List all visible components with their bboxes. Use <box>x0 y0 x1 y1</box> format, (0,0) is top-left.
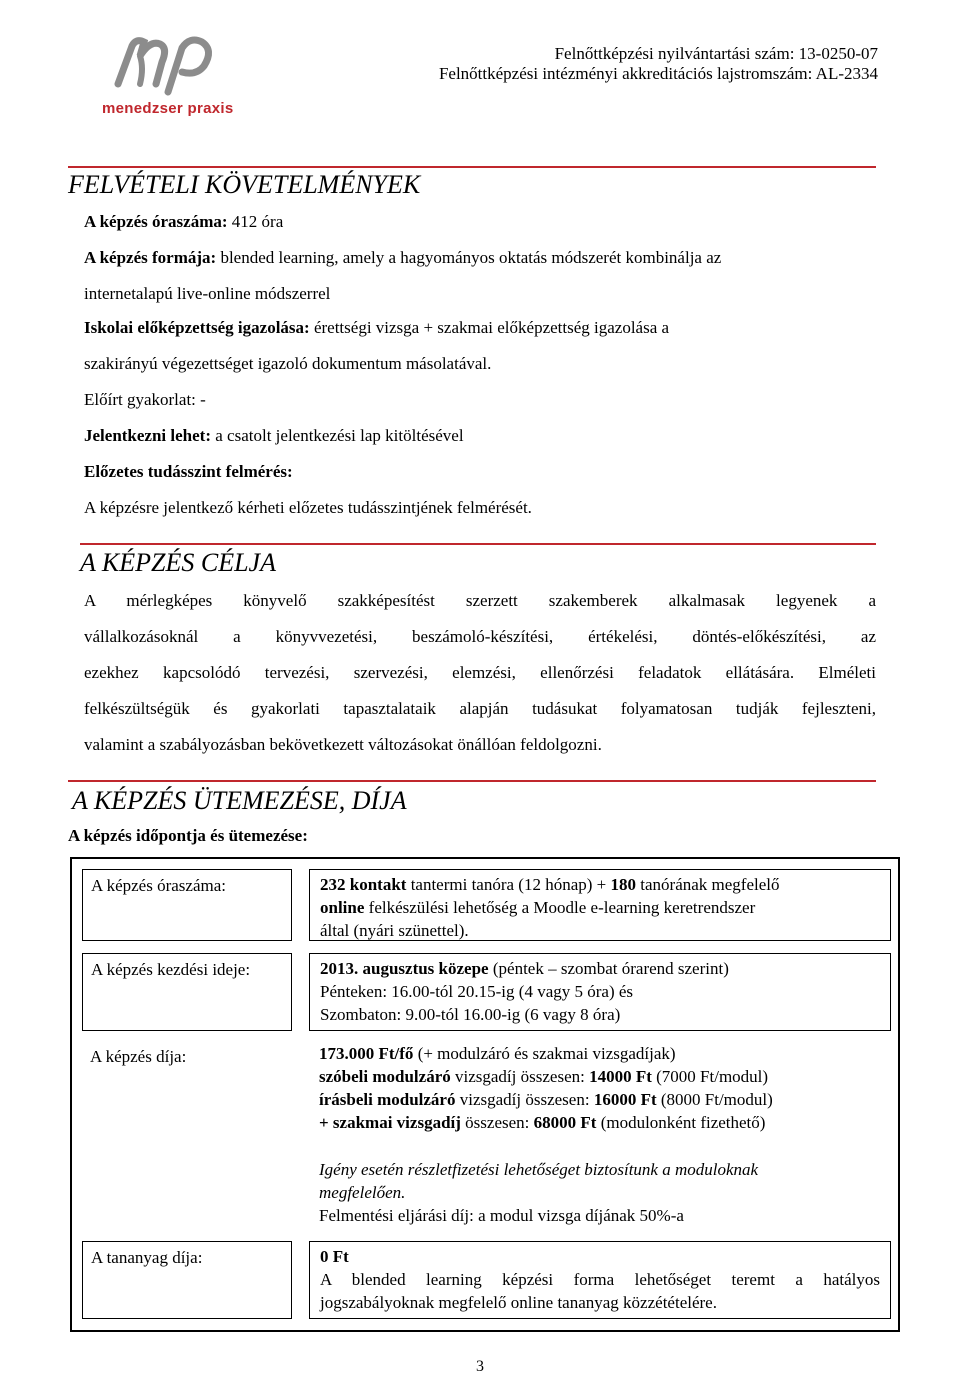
oraszam-value: 412 óra <box>227 212 284 231</box>
text: (péntek – szombat órarend szerint) <box>488 959 729 978</box>
text: A blended learning képzési forma lehetőséget teremt a hatályos <box>320 1270 880 1289</box>
value-dij <box>319 1042 891 1227</box>
material-fee: 0 Ft <box>320 1247 349 1266</box>
text: (7000 Ft/modul) <box>651 1067 769 1086</box>
section-title-felveteli: FELVÉTELI KÖVETELMÉNYEK <box>68 170 421 199</box>
text: tanórának megfelelő <box>636 875 780 894</box>
text: felkészülési lehetőség a Moodle e-learning keretrendszer <box>364 898 756 917</box>
text: tantermi tanóra (12 hónap) + <box>406 875 611 894</box>
label-kezdes: A képzés kezdési ideje: <box>82 953 292 1031</box>
celja-line-2: vállalkozásoknál a könyvvezetési, beszámoló-készítési, értékelési, döntés-előkészítési, az <box>84 627 876 646</box>
celja-line-1: A mérlegképes könyvelő szakképesítést szerzett szakemberek alkalmasak legyenek a <box>84 591 876 610</box>
forma-value: blended learning, amely a hagyományos oktatás módszerét kombinálja az <box>216 248 722 267</box>
iskolai-value: érettségi vizsga + szakmai előképzettség igazolása a <box>309 318 670 337</box>
iskolai-line <box>84 318 669 338</box>
value-tananyag <box>309 1241 891 1319</box>
elozetes-label: Előzetes tudásszint felmérés: <box>84 462 293 481</box>
text: 14000 Ft <box>589 1067 652 1086</box>
accreditation-number: Felnőttképzési intézményi akkreditációs lajstromszám: AL-2334 <box>438 64 878 83</box>
value-oraszam <box>309 869 891 941</box>
text: (8000 Ft/modul) <box>656 1090 773 1109</box>
celja-line-4: felkészültségük és gyakorlati tapasztalataik alapján tudásukat folyamatosan tudják fejleszteni, <box>84 699 876 718</box>
jelentkezni-value: a csatolt jelentkezési lap kitöltésével <box>211 426 464 445</box>
section-title-celja: A KÉPZÉS CÉLJA <box>80 548 276 577</box>
logo-text: menedzser praxis <box>102 100 234 117</box>
online-word: online <box>320 898 365 917</box>
forma-line <box>84 248 721 268</box>
oraszam-label: A képzés óraszáma: <box>84 212 228 231</box>
text: szóbeli modulzáró <box>319 1067 451 1086</box>
start-date: 2013. augusztus közepe <box>320 959 489 978</box>
elozetes-value: A képzésre jelentkező kérheti előzetes tudásszintjének felmérését. <box>84 498 532 517</box>
company-logo <box>96 28 256 126</box>
fee-amount: 173.000 Ft/fő <box>319 1044 414 1063</box>
celja-line-5: valamint a szabályozásban bekövetkezett változásokat önállóan feldolgozni. <box>84 735 602 754</box>
section-title-utemezes: A KÉPZÉS ÜTEMEZÉSE, DÍJA <box>72 786 407 815</box>
oraszam-line <box>84 212 283 232</box>
iskolai-label: Iskolai előképzettség igazolása: <box>84 318 310 337</box>
value-kezdes <box>309 953 891 1031</box>
label-dij: A képzés díja: <box>90 1047 187 1066</box>
page-number: 3 <box>476 1358 484 1375</box>
jelentkezni-line <box>84 426 464 446</box>
text: összesen: <box>460 1113 534 1132</box>
installment-note: Igény esetén részletfizetési lehetőséget biztosítunk a moduloknak <box>319 1160 759 1179</box>
iskolai-line-2: szakirányú végezettséget igazoló dokumentum másolatával. <box>84 354 492 373</box>
label-tananyag: A tananyag díja: <box>82 1241 292 1319</box>
kontakt-hours: 232 kontakt <box>320 875 407 894</box>
registration-number: Felnőttképzési nyilvántartási szám: 13-0250-07 <box>554 44 878 63</box>
text: írásbeli modulzáró <box>319 1090 456 1109</box>
section-divider <box>80 543 876 545</box>
text: vizsgadíj összesen: <box>450 1067 590 1086</box>
text: által (nyári szünettel). <box>320 921 469 940</box>
installment-note-2: megfelelően. <box>319 1183 406 1202</box>
forma-label: A képzés formája: <box>84 248 217 267</box>
gyakorlat-line: Előírt gyakorlat: - <box>84 390 206 409</box>
celja-line-3: ezekhez kapcsolódó tervezési, szervezési, elemzési, ellenőrzési feladatok ellátására. Elméleti <box>84 663 876 682</box>
jelentkezni-label: Jelentkezni lehet: <box>84 426 211 445</box>
exemption-fee: Felmentési eljárási díj: a modul vizsga díjának 50%-a <box>319 1206 684 1225</box>
text: vizsgadíj összesen: <box>455 1090 594 1109</box>
label-oraszam: A képzés óraszáma: <box>82 869 292 941</box>
text: 68000 Ft <box>533 1113 597 1132</box>
text: (modulonként fizethető) <box>596 1113 766 1132</box>
mp-logo-icon <box>110 28 220 98</box>
text: 16000 Ft <box>593 1090 657 1109</box>
text: jogszabályoknak megfelelő online tananyag közzétételére. <box>320 1293 717 1312</box>
friday-schedule: Pénteken: 16.00-tól 20.15-ig (4 vagy 5 óra) és <box>320 982 634 1001</box>
text: (+ modulzáró és szakmai vizsgadíjak) <box>413 1044 676 1063</box>
forma-line-2: internetalapú live-online módszerrel <box>84 284 331 303</box>
online-hours: 180 <box>610 875 637 894</box>
saturday-schedule: Szombaton: 9.00-tól 16.00-ig (6 vagy 8 óra) <box>320 1005 621 1024</box>
text: + szakmai vizsgadíj <box>319 1113 461 1132</box>
section-divider <box>68 166 876 168</box>
section-divider <box>68 780 876 782</box>
utemezes-subtitle: A képzés időpontja és ütemezése: <box>68 826 308 845</box>
